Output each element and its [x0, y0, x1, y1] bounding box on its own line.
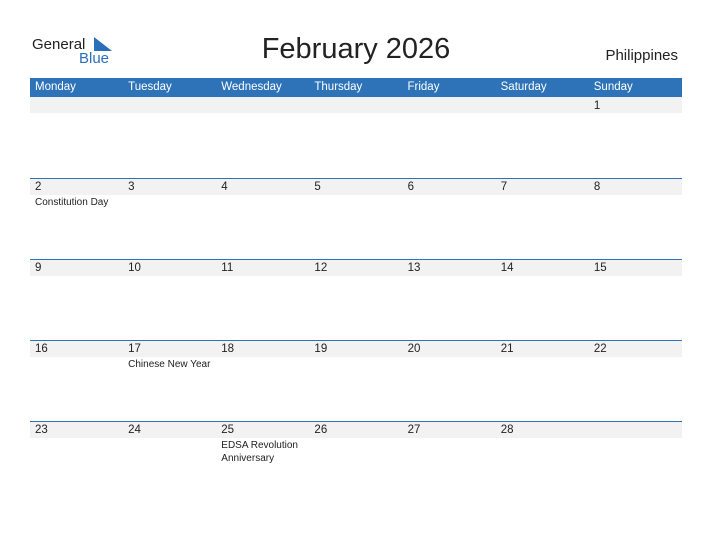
- day-cell: [403, 421, 496, 501]
- day-number: 4: [221, 181, 228, 193]
- weekday-wednesday: Wednesday: [221, 81, 282, 93]
- day-number: 26: [314, 424, 328, 436]
- day-number: 24: [128, 424, 141, 436]
- day-number: 18: [221, 343, 235, 355]
- day-number: 28: [500, 424, 514, 436]
- day-number: 11: [221, 262, 234, 274]
- day-cell: [309, 259, 402, 339]
- day-number: 3: [128, 181, 135, 193]
- day-cell: [216, 259, 309, 339]
- day-number: 22: [593, 343, 607, 355]
- day-cell: [30, 259, 123, 339]
- holiday-label: Constitution Day: [35, 197, 109, 208]
- day-cell: [309, 421, 402, 501]
- day-cell: [496, 340, 589, 420]
- day-cell: [216, 340, 309, 420]
- logo-text-blue: Blue: [79, 50, 110, 67]
- day-cell: [403, 178, 496, 258]
- calendar-title: February 2026: [261, 33, 451, 65]
- day-number: 12: [314, 262, 328, 274]
- weekday-saturday: Saturday: [500, 81, 547, 93]
- day-number: 13: [407, 262, 421, 274]
- weekday-tuesday: Tuesday: [128, 81, 172, 93]
- day-cell: [589, 97, 682, 177]
- week-row: [30, 259, 682, 339]
- day-cell: [123, 340, 216, 420]
- day-cell: [403, 340, 496, 420]
- day-cell: [589, 340, 682, 420]
- week-row: [30, 178, 682, 258]
- day-number: 8: [593, 181, 601, 193]
- day-number: 16: [35, 343, 48, 355]
- day-cell: [30, 97, 123, 177]
- day-number: 27: [407, 424, 421, 436]
- day-cell: [496, 178, 589, 258]
- week-row: [30, 421, 682, 501]
- day-cell: [496, 421, 589, 501]
- holiday-label: Chinese New Year: [128, 359, 211, 370]
- day-cell: [123, 178, 216, 258]
- day-number: 17: [128, 343, 141, 355]
- day-number: 6: [407, 181, 414, 193]
- day-cell: [216, 421, 309, 501]
- day-number: 2: [35, 181, 42, 193]
- day-cell: [30, 178, 123, 258]
- day-cell: [309, 178, 402, 258]
- weekday-sunday: Sunday: [593, 81, 633, 93]
- day-number: 9: [35, 262, 42, 274]
- day-cell: [30, 421, 123, 501]
- day-cell: [216, 97, 309, 177]
- logo-text-general: General: [32, 36, 86, 53]
- day-number: 5: [314, 181, 321, 193]
- day-number: 15: [593, 262, 607, 274]
- day-number: 20: [407, 343, 421, 355]
- day-cell: [589, 259, 682, 339]
- weekday-monday: Monday: [35, 81, 76, 93]
- day-cell: [589, 421, 682, 501]
- day-cell: [123, 259, 216, 339]
- day-cell: [30, 340, 123, 420]
- day-cell: [589, 178, 682, 258]
- holiday-label: EDSA Revolution Anniversary: [221, 440, 298, 464]
- day-number: 23: [35, 424, 48, 436]
- country-label: Philippines: [605, 47, 678, 64]
- day-cell: [403, 259, 496, 339]
- day-cell: [309, 340, 402, 420]
- day-number: 19: [314, 343, 328, 355]
- day-number: 25: [221, 424, 235, 436]
- day-number: 14: [500, 262, 514, 274]
- day-cell: [123, 421, 216, 501]
- day-cell: [403, 97, 496, 177]
- day-number: 1: [593, 100, 601, 112]
- day-number: 7: [500, 181, 508, 193]
- day-number: 21: [500, 343, 514, 355]
- day-cell: [123, 97, 216, 177]
- day-cell: [309, 97, 402, 177]
- weekday-friday: Friday: [407, 81, 440, 93]
- day-number: 10: [128, 262, 141, 274]
- weekday-thursday: Thursday: [314, 81, 363, 93]
- day-cell: [216, 178, 309, 258]
- weekday-header: [30, 78, 682, 97]
- day-cell: [496, 259, 589, 339]
- week-row: [30, 340, 682, 420]
- day-cell: [496, 97, 589, 177]
- week-row: [30, 97, 682, 177]
